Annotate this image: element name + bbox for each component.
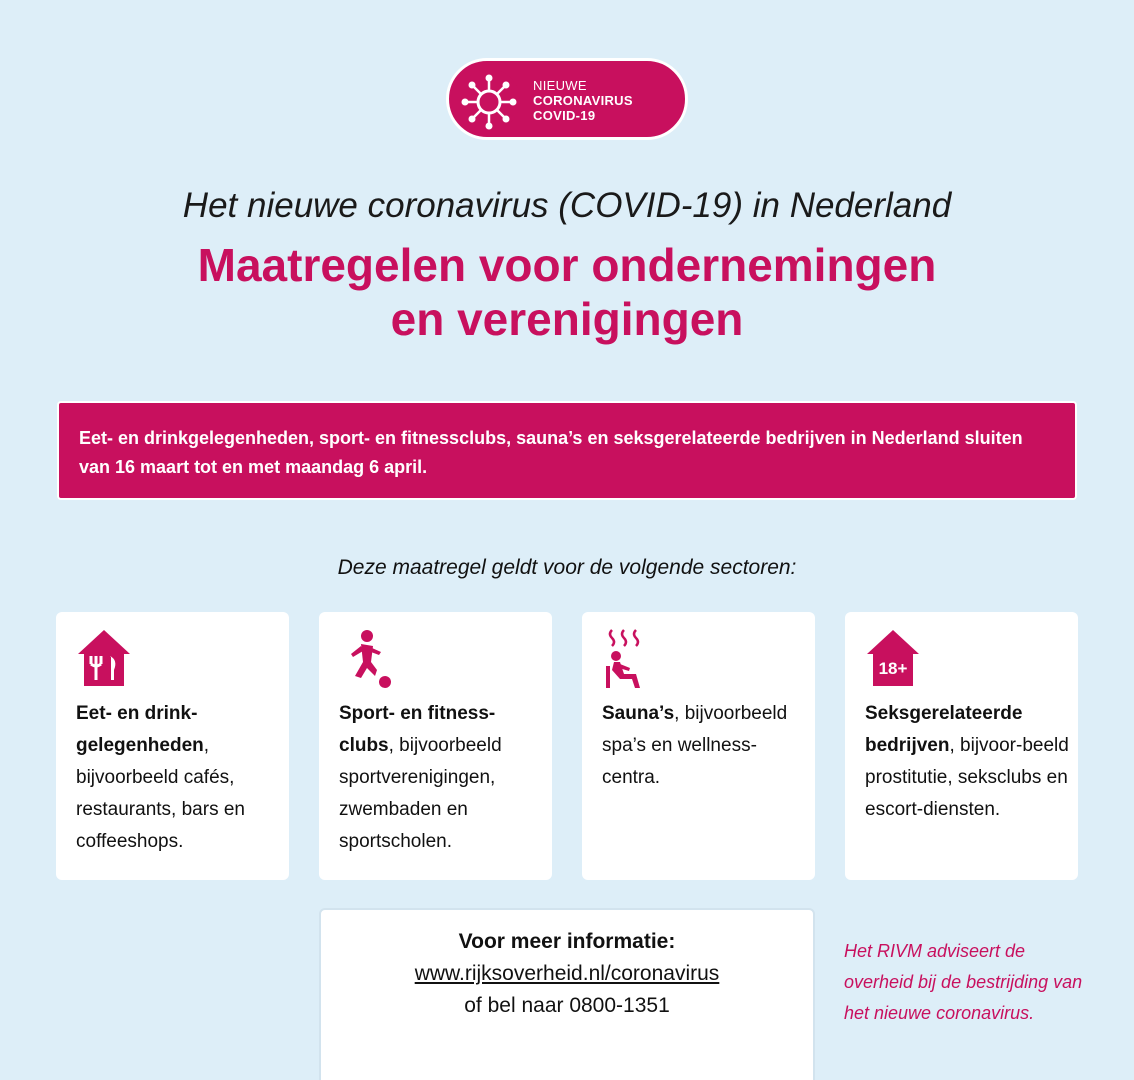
info-link[interactable]: www.rijksoverheid.nl/coronavirus <box>414 962 720 985</box>
sector-card-sport <box>319 612 552 880</box>
virus-icon <box>455 66 523 134</box>
covid-badge <box>446 58 688 140</box>
badge-line1: NIEUWE <box>533 78 587 93</box>
more-info-box <box>319 908 815 1080</box>
sector-card-sauna <box>582 612 815 880</box>
title-line1: Maatregelen voor ondernemingen <box>197 239 937 291</box>
sector-text <box>602 698 807 794</box>
sector-card-food <box>56 612 289 880</box>
badge-text <box>533 78 633 123</box>
sector-description: , bijvoorbeeld cafés, restaurants, bars en coffeeshops. <box>76 735 245 852</box>
info-heading: Voor meer informatie: <box>458 930 676 953</box>
sector-name: Seksgerelateerde bedrijven <box>865 703 1023 756</box>
sector-name: Eet- en drink-gelegenheden <box>76 703 204 756</box>
restaurant-house-icon <box>74 626 134 692</box>
sector-description: , bijvoor-beeld prostitutie, seksclubs en escort-diensten. <box>865 735 1069 820</box>
info-phone: of bel naar 0800-1351 <box>464 994 670 1017</box>
page-subtitle: Het nieuwe coronavirus (COVID-19) in Nederland <box>182 186 952 225</box>
title-line2: en verenigingen <box>390 293 744 345</box>
page-title <box>0 238 1134 346</box>
sector-text <box>865 698 1070 826</box>
sectors-intro: Deze maatregel geldt voor de volgende sectoren: <box>337 556 797 579</box>
closure-banner: Eet- en drinkgelegenheden, sport- en fitnessclubs, sauna’s en seksgerelateerde bedrijven in Nederland sluiten van 16 maart tot en met maandag 6 april. <box>57 401 1077 500</box>
sector-description: , bijvoorbeeld spa’s en wellness-centra. <box>602 703 788 788</box>
rivm-note: Het RIVM adviseert de overheid bij de bestrijding van het nieuwe coronavirus. <box>844 941 1083 1023</box>
sector-text <box>339 698 544 858</box>
football-player-icon <box>337 626 397 692</box>
badge-line2: CORONAVIRUS <box>533 93 633 108</box>
sector-description: , bijvoorbeeld sportverenigingen, zwembaden en sportscholen. <box>339 735 502 852</box>
sector-text <box>76 698 281 858</box>
icon-label-18plus: 18+ <box>878 659 908 678</box>
badge-line3: COVID-19 <box>533 108 596 123</box>
sector-card-adult <box>845 612 1078 880</box>
adult-18plus-house-icon <box>863 626 923 692</box>
sector-name: Sport- en fitness-clubs <box>339 703 496 756</box>
sector-name: Sauna’s <box>602 703 675 724</box>
sauna-icon <box>600 626 660 692</box>
